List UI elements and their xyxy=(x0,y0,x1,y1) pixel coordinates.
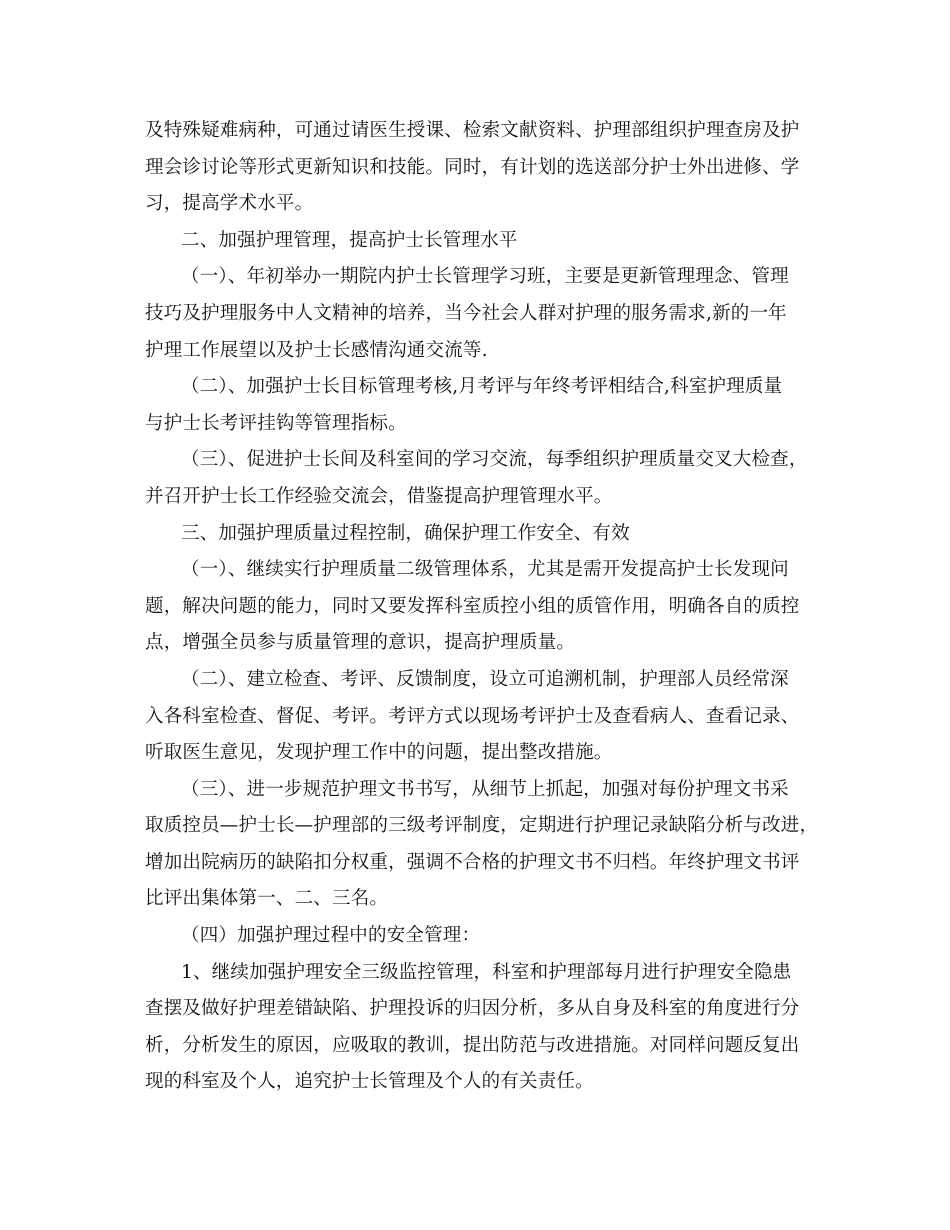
section-heading: 三、加强护理质量过程控制，确保护理工作安全、有效 xyxy=(181,522,630,544)
section-heading: 二、加强护理管理，提高护士长管理水平 xyxy=(181,229,518,251)
body-line: 与护士长考评挂钩等管理指标。 xyxy=(145,412,407,434)
body-line: 理会诊讨论等形式更新知识和技能。同时，有计划的选送部分护士外出进修、学 xyxy=(145,156,800,178)
body-line: 题，解决问题的能力，同时又要发挥科室质控小组的质管作用，明确各自的质控 xyxy=(145,595,800,617)
body-line: 增加出院病历的缺陷扣分权重，强调不合格的护理文书不归档。年终护理文书评 xyxy=(145,851,800,873)
body-line: 习，提高学术水平。 xyxy=(145,193,314,215)
body-line: （一）、年初举办一期院内护士长管理学习班，主要是更新管理理念、管理 xyxy=(181,266,789,288)
body-line: 技巧及护理服务中人文精神的培养，当今社会人群对护理的服务需求,新的一年 xyxy=(145,302,787,324)
body-line: （二）、建立检查、考评、反馈制度，设立可追溯机制，护理部人员经常深 xyxy=(181,668,789,690)
subsection-heading: （四）加强护理过程中的安全管理： xyxy=(181,925,481,947)
body-line: 及特殊疑难病种，可通过请医生授课、检索文献资料、护理部组织护理查房及护 xyxy=(145,120,800,141)
body-line: 比评出集体第一、二、三名。 xyxy=(145,888,389,910)
body-line: 析，分析发生的原因，应吸取的教训，提出防范与改进措施。对同样问题反复出 xyxy=(145,1034,800,1056)
body-line: 点，增强全员参与质量管理的意识，提高护理质量。 xyxy=(145,632,576,654)
body-line: （一）、继续实行护理质量二级管理体系，尤其是需开发提高护士长发现问 xyxy=(181,559,789,581)
body-line: 并召开护士长工作经验交流会，借鉴提高护理管理水平。 xyxy=(145,485,613,507)
body-line: 取质控员—护士长—护理部的三级考评制度，定期进行护理记录缺陷分析与改进， xyxy=(145,815,819,837)
body-line: 查摆及做好护理差错缺陷、护理投诉的归因分析，多从自身及科室的角度进行分 xyxy=(145,998,800,1020)
body-line: （三）、进一步规范护理文书书写，从细节上抓起，加强对每份护理文书采 xyxy=(181,778,789,800)
body-line: 现的科室及个人，追究护士长管理及个人的有关责任。 xyxy=(145,1071,594,1093)
body-line: 听取医生意见，发现护理工作中的问题，提出整改措施。 xyxy=(145,742,613,764)
body-line: （二）、加强护士长目标管理考核,月考评与年终考评相结合,科室护理质量 xyxy=(181,376,783,398)
body-line: 护理工作展望以及护士长感情沟通交流等. xyxy=(145,339,488,361)
body-line: 入各科室检查、督促、考评。考评方式以现场考评护士及查看病人、查看记录、 xyxy=(145,705,800,727)
body-line: （三）、促进护士长间及科室间的学习交流，每季组织护理质量交叉大检查， xyxy=(181,449,808,471)
document-body xyxy=(145,113,819,1101)
body-line: 1、继续加强护理安全三级监控管理，科室和护理部每月进行护理安全隐患 xyxy=(181,961,792,983)
